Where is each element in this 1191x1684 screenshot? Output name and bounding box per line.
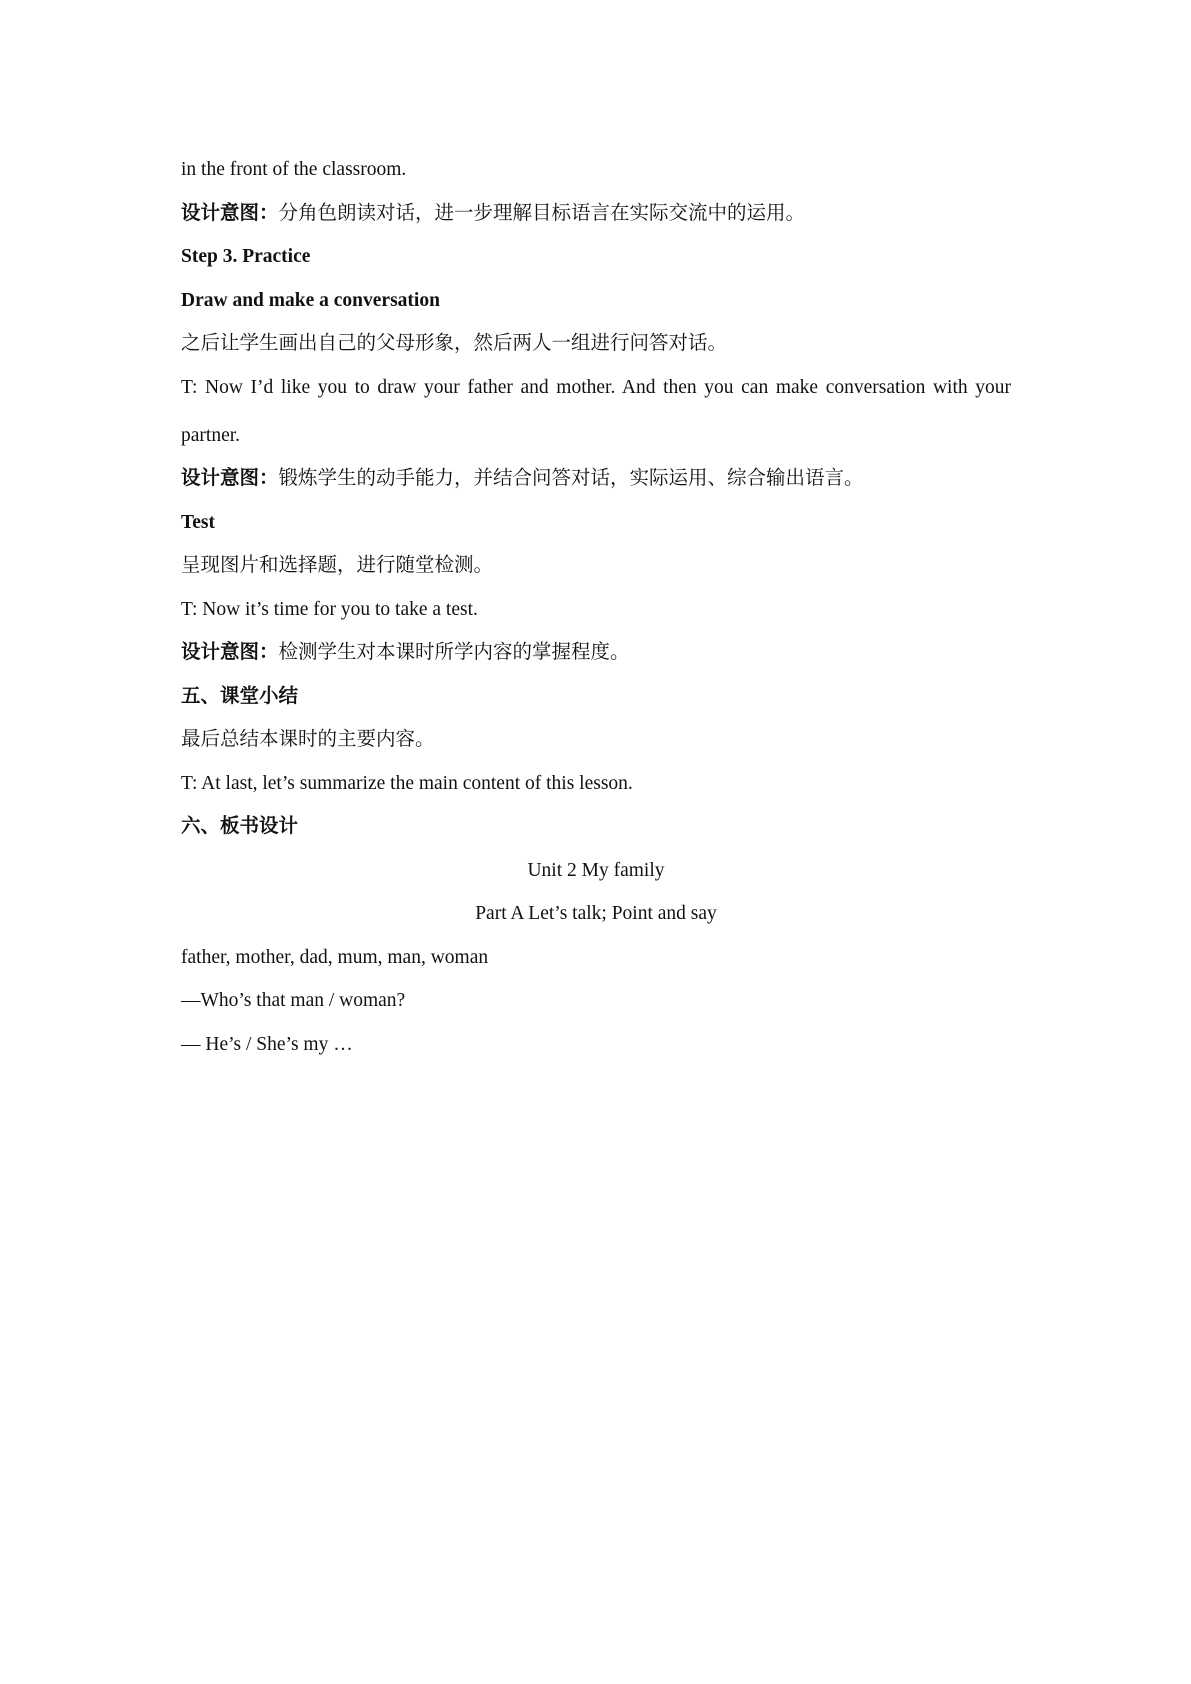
board-answer: — He’s / She’s my … (181, 1033, 353, 1055)
paragraph-classroom: in the front of the classroom. (181, 159, 407, 180)
board-vocabulary: father, mother, dad, mum, man, woman (181, 946, 489, 968)
heading-summary: 五、课堂小结 (181, 685, 299, 707)
paragraph-teacher-test: T: Now it’s time for you to take a test. (181, 598, 478, 620)
design-intent-3 (181, 639, 1011, 667)
board-subtitle-part: Part A Let’s talk; Point and say (475, 903, 717, 924)
paragraph-test-intro: 呈现图片和选择题，进行随堂检测。 (181, 555, 494, 576)
design-intent-2 (181, 465, 1011, 493)
document-page (181, 156, 1011, 1074)
design-intent-text: 锻炼学生的动手能力，并结合问答对话，实际运用、综合输出语言。 (278, 468, 864, 489)
paragraph-teacher-draw: T: Now I’d like you to draw your father and mother. And then you can make conversation with your partner. (181, 376, 1011, 446)
design-intent-label: 设计意图： (181, 642, 279, 663)
design-intent-text: 分角色朗读对话，进一步理解目标语言在实际交流中的运用。 (278, 202, 806, 224)
paragraph-teacher-summary: T: At last, let’s summarize the main content of this lesson. (181, 772, 633, 794)
board-title-unit: Unit 2 My family (527, 859, 665, 881)
design-intent-label: 设计意图： (181, 202, 279, 224)
heading-draw-conversation: Draw and make a conversation (181, 289, 440, 311)
heading-test: Test (181, 511, 215, 533)
heading-step-3: Step 3. Practice (181, 246, 311, 267)
design-intent-label: 设计意图： (181, 468, 279, 489)
paragraph-summary-intro: 最后总结本课时的主要内容。 (181, 729, 435, 750)
board-question: —Who’s that man / woman? (181, 990, 406, 1011)
heading-board-design: 六、板书设计 (181, 816, 299, 837)
design-intent-1 (181, 200, 1011, 228)
paragraph-draw-parents: 之后让学生画出自己的父母形象，然后两人一组进行问答对话。 (181, 333, 728, 354)
design-intent-text: 检测学生对本课时所学内容的掌握程度。 (278, 642, 630, 663)
